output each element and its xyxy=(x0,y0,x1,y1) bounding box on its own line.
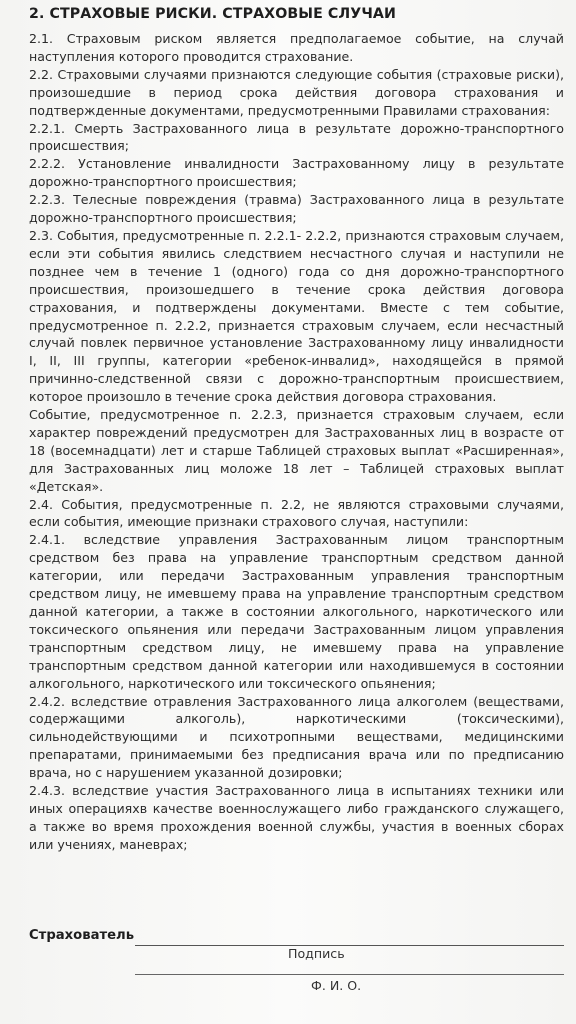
section-body xyxy=(29,30,564,854)
clause-2-3: 2.3. События, предусмотренные п. 2.2.1- 2.2.2, признаются страховым случаем, если эти события явились следствием несчастного случая и наступили не позднее чем в течение 1 (одного) года со дня дорожно-транспортного происшествия, произошедшего в течение срока действия договора страхования, и подтверждены документами. Вместе с тем событие, предусмотренное п. 2.2.2, признается страховым случаем, если несчастный случай повлек первичное установление Застрахованному лицу инвалидности I, II, III группы, категории «ребенок-инвалид», находящейся в прямой причинно-следственной связи с дорожно-транспортным происшествием, которое произошло в течение срока действия договора страхования. xyxy=(29,227,564,405)
clause-2-4: 2.4. События, предусмотренные п. 2.2, не являются страховыми случаями, если события, имеющие признаки страхового случая, наступили: xyxy=(29,496,564,530)
clause-2-3-continued: Событие, предусмотренное п. 2.2.3, признается страховым случаем, если характер повреждений предусмотрен для Застрахованных лиц в возрасте от 18 (восемнадцати) лет и старше Таблицей страховых выплат «Расширенная», для Застрахованных лиц моложе 18 лет – Таблицей страховых выплат «Детская». xyxy=(29,407,564,494)
section-title: 2. СТРАХОВЫЕ РИСКИ. СТРАХОВЫЕ СЛУЧАИ xyxy=(29,6,396,22)
signature-line[interactable] xyxy=(135,945,564,946)
clause-2-4-1: 2.4.1. вследствие управления Застрахованным лицом транспортным средством без права на управление транспортным средством данной категории, или передачи Застрахованным управления транспортным средством лицу, не имевшему права на управление транспортным средством данной категории, а также в состоянии алкогольного, наркотического или токсического опьянения или передачи Застрахованным лицом управления транспортным средством лицу, не имевшему права на управление транспортным средством данной категории или находившемуся в состоянии алкогольного, наркотического или токсического опьянения; xyxy=(29,532,564,691)
clause-2-2-3: 2.2.3. Телесные повреждения (травма) Застрахованного лица в результате дорожно-транспортного происшествия; xyxy=(29,192,564,226)
clause-2-2: 2.2. Страховыми случаями признаются следующие события (страховые риски), произошедшие в период срока действия договора страхования и подтвержденные документами, предусмотренными Правилами страхования: xyxy=(29,66,564,118)
clause-2-4-3: 2.4.3. вследствие участия Застрахованного лица в испытаниях техники или иных операцияхв качестве военнослужащего либо гражданского служащего, а также во время прохождения военной службы, участия в военных сборах или учениях, маневрах; xyxy=(29,783,564,852)
signature-row xyxy=(29,928,564,948)
signature-caption: Подпись xyxy=(288,946,345,961)
clause-2-1: 2.1. Страховым риском является предполагаемое событие, на случай наступления которого проводится страхование. xyxy=(29,31,564,64)
clause-2-4-2: 2.4.2. вследствие отравления Застрахованного лица алкоголем (веществами, содержащими алкоголь), наркотическими (токсическими), сильнодействующими и психотропными веществами, медицинскими препаратами, принимаемыми без предписания врача или по предписанию врача, но с нарушением указанной дозировки; xyxy=(29,693,564,781)
full-name-caption: Ф. И. О. xyxy=(311,978,362,993)
full-name-line[interactable] xyxy=(135,974,564,975)
clause-2-2-2: 2.2.2. Установление инвалидности Застрахованному лицу в результате дорожно-транспортного происшествия; xyxy=(29,156,564,190)
clause-2-2-1: 2.2.1. Смерть Застрахованного лица в результате дорожно-транспортного происшествия; xyxy=(29,120,564,154)
insurer-label: Страхователь xyxy=(29,928,135,943)
